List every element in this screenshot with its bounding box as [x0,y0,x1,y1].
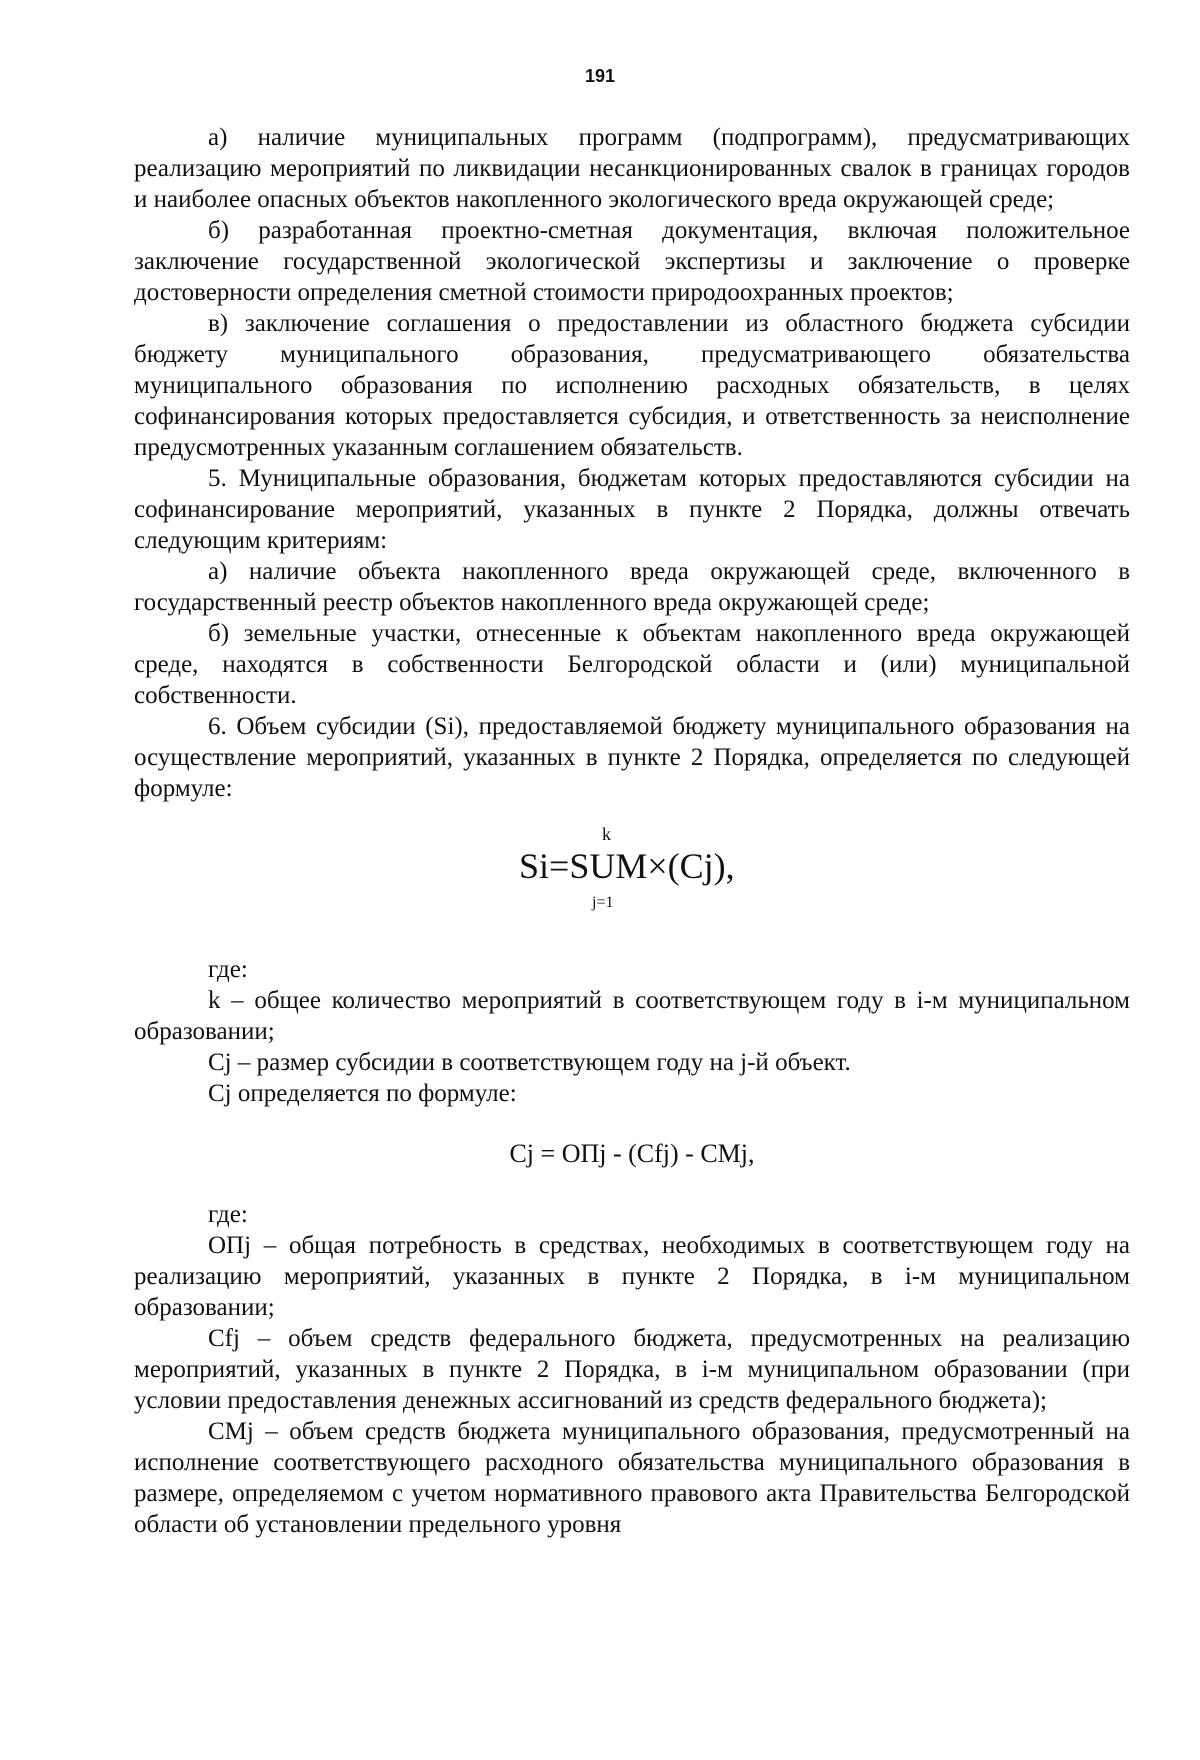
paragraph: б) разработанная проектно-сметная документация, включая положительное заключение государственной экологической экспертизы и заключение о проверке достоверности определения сметной стоимости природоохранных проектов; [134,217,1130,306]
paragraph: 5. Муниципальные образования, бюджетам которых предоставляются субсидии на софинансирование мероприятий, указанных в пункте 2 Порядка, должны отвечать следующим критериям: [134,465,1130,554]
paragraph: а) наличие объекта накопленного вреда окружающей среде, включенного в государственный реестр объектов накопленного вреда окружающей среде; [134,558,1130,616]
sum-lower-limit: j=1 [592,894,614,911]
sum-upper-limit: k [602,824,611,844]
paragraph: в) заключение соглашения о предоставлении из областного бюджета субсидии бюджету муниципального образования, предусматривающего обязательства муниципального образования по исполнению расходных обязательств, в целях софинансирования которых предоставляется субсидия, и ответственность за неисполнение предусмотренных указанным соглашением обязательств. [134,310,1130,461]
paragraph: а) наличие муниципальных программ (подпрограмм), предусматривающих реализацию мероприятий по ликвидации несанкционированных свалок в границах городов и наиболее опасных объектов накопленного экологического вреда окружающей среде; [134,124,1130,213]
paragraph: k – общее количество мероприятий в соответствующем году в i-м муниципальном образовании; [134,987,1130,1045]
paragraph: б) земельные участки, отнесенные к объектам накопленного вреда окружающей среде, находятся в собственности Белгородской области и (или) муниципальной собственности. [134,620,1130,709]
paragraph: Cfj – объем средств федерального бюджета, предусмотренных на реализацию мероприятий, указанных в пункте 2 Порядка, в i-м муниципальном образовании (при условии предоставления денежных ассигнований из средств федерального бюджета); [134,1325,1130,1414]
paragraph: CMj – объем средств бюджета муниципального образования, предусмотренный на исполнение соответствующего расходного обязательства муниципального образования в размере, определяемом с учетом нормативного правового акта Правительства Белгородской области об установлении предельного уровня [134,1418,1130,1538]
paragraph: 6. Объем субсидии (Si), предоставляемой бюджету муниципального образования на осуществление мероприятий, указанных в пункте 2 Порядка, определяется по следующей формуле: [134,713,1130,802]
document-body [134,122,1130,1540]
cj-formula: Cj = ОПj - (Cfj) - CMj, [509,1139,755,1168]
subsidy-formula [134,804,1130,954]
paragraph: Cj – размер субсидии в соответствующем году на j-й объект. [208,1049,851,1076]
page-number: 191 [584,66,616,86]
subsidy-formula-expression: Si=SUM×(Cj), [519,846,735,886]
paragraph: где: [208,956,248,983]
paragraph: ОПj – общая потребность в средствах, необходимых в соответствующем году на реализацию мероприятий, указанных в пункте 2 Порядка, в i-м муниципальном образовании; [134,1232,1130,1321]
paragraph: Cj определяется по формуле: [208,1080,517,1107]
paragraph: где: [208,1201,248,1228]
